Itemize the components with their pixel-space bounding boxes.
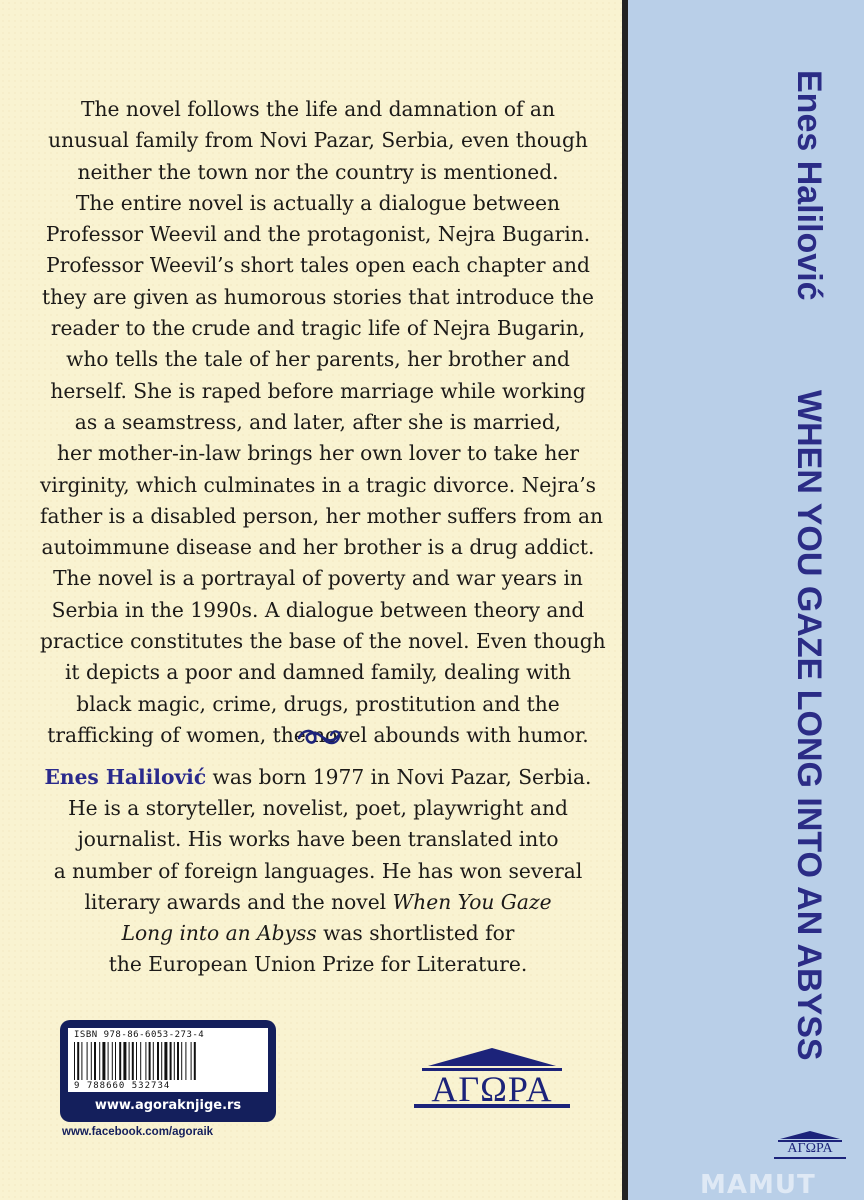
barcode-bar — [94, 1042, 96, 1080]
barcode-bar — [191, 1042, 192, 1080]
description-line: virginity, which culminates in a tragic divorce. Nejra’s — [40, 472, 596, 497]
bio-author-name: Enes Halilović — [44, 765, 207, 789]
barcode-bar — [123, 1042, 126, 1080]
description-line: autoimmune disease and her brother is a drug addict. — [41, 535, 595, 560]
spine-title: WHEN YOU GAZE LONG INTO AN ABYSS — [790, 390, 828, 1061]
isbn-label: ISBN 978-86-6053-273-4 — [74, 1030, 205, 1040]
barcode-bar — [185, 1042, 186, 1080]
bio-line — [40, 887, 596, 918]
barcode-bar — [145, 1042, 146, 1080]
barcode-bar — [108, 1042, 109, 1080]
publisher-logo-text: ΑΓΩΡΑ — [431, 1069, 553, 1109]
bio-line-text: literary awards and the novel — [84, 889, 393, 914]
description-line: trafficking of women, the novel abounds with humor. — [47, 722, 589, 747]
description-line: as a seamstress, and later, after she is married, — [74, 409, 562, 434]
barcode-bar — [81, 1042, 82, 1080]
barcode-bar — [91, 1042, 92, 1080]
description-line: Professor Weevil and the protagonist, Nejra Bugarin. — [45, 222, 591, 247]
bio-line: He is a storyteller, novelist, poet, playwright and — [68, 796, 568, 821]
barcode-bar — [164, 1042, 167, 1080]
spine-publisher-logo — [770, 1130, 850, 1160]
barcode-bar — [112, 1042, 113, 1080]
book-description — [40, 94, 606, 751]
barcode-bar — [119, 1042, 121, 1080]
barcode-bar — [181, 1042, 182, 1080]
description-line: practice constitutes the base of the novel. Even though — [40, 629, 606, 654]
barcode-bar — [174, 1042, 175, 1080]
barcode-digits: 9 788660 532734 — [74, 1081, 171, 1091]
bio-book-title: When You Gaze — [392, 889, 552, 914]
barcode-bar — [99, 1042, 100, 1080]
barcode — [68, 1028, 268, 1092]
barcode-bar — [140, 1042, 141, 1080]
barcode-bar — [161, 1042, 162, 1080]
barcode-bar — [77, 1042, 79, 1080]
bio-line-text: was born 1977 in Novi Pazar, Serbia. — [206, 765, 592, 789]
barcode-bar — [132, 1042, 134, 1080]
bio-line: the European Union Prize for Literature. — [108, 952, 528, 977]
bio-line: a number of foreign languages. He has won several — [53, 858, 583, 883]
barcode-bar — [136, 1042, 137, 1080]
barcode-bar — [157, 1042, 159, 1080]
description-line: who tells the tale of her parents, her brother and — [66, 347, 570, 372]
bio-line — [40, 762, 596, 793]
description-line: The novel follows the life and damnation of an — [81, 97, 555, 121]
barcode-bar — [170, 1042, 172, 1080]
publisher-website[interactable]: www.agoraknjige.rs — [94, 1098, 242, 1113]
spine-author: Enes Halilović — [790, 70, 828, 301]
description-line: reader to the crude and tragic life of Nejra Bugarin, — [50, 316, 586, 341]
description-line: Serbia in the 1990s. A dialogue between theory and — [51, 597, 585, 622]
description-line: herself. She is raped before marriage while working — [50, 378, 586, 403]
description-line: Professor Weevil’s short tales open each chapter and — [46, 253, 590, 278]
bio-line: journalist. His works have been translated into — [77, 827, 559, 852]
barcode-bar — [177, 1042, 179, 1080]
spine-text — [789, 70, 828, 1061]
bio-line — [40, 918, 596, 949]
barcode-bar — [194, 1042, 196, 1080]
watermark-text: MAMUT — [700, 1170, 816, 1200]
description-line: black magic, crime, drugs, prostitution and the — [76, 691, 560, 716]
bio-book-title: Long into an Abyss — [121, 921, 317, 946]
barcode-bar — [102, 1042, 105, 1080]
description-line: they are given as humorous stories that introduce the — [42, 284, 594, 309]
spine-logo-text: ΑΓΩΡΑ — [787, 1141, 833, 1156]
description-line: The entire novel is actually a dialogue between — [75, 190, 561, 215]
description-line: it depicts a poor and damned family, dealing with — [64, 660, 572, 685]
description-line: The novel is a portrayal of poverty and war years in — [53, 566, 583, 591]
barcode-bar — [87, 1042, 88, 1080]
barcode-bar — [129, 1042, 130, 1080]
author-bio — [40, 762, 596, 980]
barcode-bar — [74, 1042, 75, 1080]
barcode-bar — [149, 1042, 151, 1080]
facebook-link[interactable]: www.facebook.com/agoraik — [62, 1126, 214, 1138]
description-line: her mother-in-law brings her own lover to take her — [57, 441, 579, 466]
barcode-bar — [153, 1042, 154, 1080]
barcode-bars — [74, 1042, 262, 1080]
description-line: unusual family from Novi Pazar, Serbia, even though — [48, 128, 588, 153]
description-line: neither the town nor the country is mentioned. — [77, 159, 559, 184]
barcode-panel — [60, 1020, 276, 1122]
description-line: father is a disabled person, her mother suffers from an — [40, 503, 604, 528]
publisher-logo — [408, 1046, 576, 1110]
bio-line-text: was shortlisted for — [316, 921, 515, 946]
flourish-ornament-icon — [293, 723, 345, 749]
barcode-bar — [115, 1042, 116, 1080]
book-spine — [628, 0, 864, 1200]
